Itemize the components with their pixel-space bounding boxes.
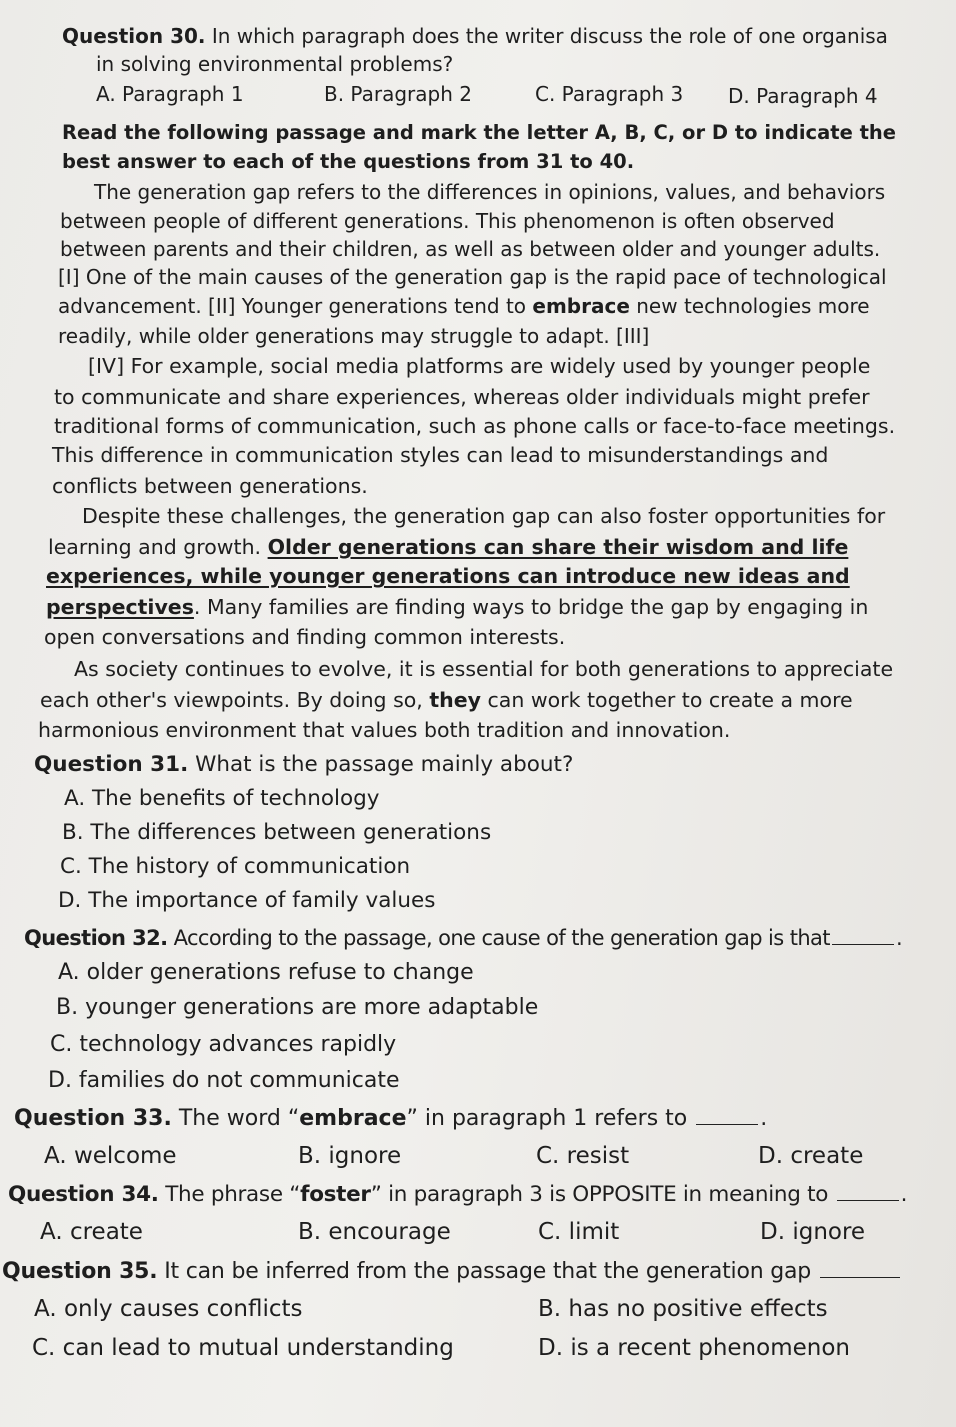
q30-option-c[interactable]: C. Paragraph 3 xyxy=(535,82,684,106)
q31-label: Question 31. xyxy=(34,752,189,777)
q34-text-a: The phrase “ xyxy=(165,1182,301,1207)
q34-blank[interactable] xyxy=(837,1199,899,1201)
q33-text-b: ” in paragraph 1 refers to xyxy=(406,1106,688,1131)
passage-p3-line2-a: learning and growth. xyxy=(48,535,268,559)
q33-option-d[interactable]: D. create xyxy=(758,1143,864,1169)
keyword-embrace: embrace xyxy=(532,294,630,318)
q33-blank[interactable] xyxy=(696,1123,758,1125)
q34-option-d[interactable]: D. ignore xyxy=(760,1219,866,1245)
instructions-line1: Read the following passage and mark the letter A, B, C, or D to indicate the xyxy=(62,121,897,144)
q32-label: Question 32. xyxy=(24,926,168,950)
passage-p4-line1: As society continues to evolve, it is essential for both generations to appreciate xyxy=(74,657,894,681)
underlined-phrase-2: experiences, while younger generations can introduce new ideas and xyxy=(46,564,850,588)
passage-p1-line2: between people of different generations. This phenomenon is often observed xyxy=(60,209,835,233)
q35-label: Question 35. xyxy=(2,1259,158,1284)
q35-option-a[interactable]: A. only causes conflicts xyxy=(34,1296,303,1322)
passage-p2-line3: traditional forms of communication, such as phone calls or face-to-face meetings. xyxy=(54,414,896,438)
passage-p3-line4-b: . Many families are finding ways to bridge the gap by engaging in xyxy=(193,595,869,619)
q32-stem xyxy=(24,923,902,953)
q33-option-c[interactable]: C. resist xyxy=(536,1143,630,1169)
q32-option-d[interactable]: D. families do not communicate xyxy=(48,1068,400,1093)
passage-p2-line4: This difference in communication styles can lead to misunderstandings and xyxy=(52,443,829,467)
passage-p3-line4 xyxy=(46,593,868,621)
q34-option-b[interactable]: B. encourage xyxy=(298,1219,451,1245)
q34-option-c[interactable]: C. limit xyxy=(538,1219,620,1245)
passage-p4-line2 xyxy=(40,686,853,714)
q30-text-1: In which paragraph does the writer discuss the role of one organisa xyxy=(211,24,888,48)
q31-text: What is the passage mainly about? xyxy=(195,752,574,777)
q35-option-c[interactable]: C. can lead to mutual understanding xyxy=(32,1335,454,1361)
q34-option-a[interactable]: A. create xyxy=(40,1219,143,1245)
passage-p4-line3: harmonious environment that values both tradition and innovation. xyxy=(38,718,731,742)
q31-option-a[interactable]: A. The benefits of technology xyxy=(64,786,380,811)
passage-p3-line2 xyxy=(48,533,848,561)
passage-p4-line2-c: can work together to create a more xyxy=(481,688,853,712)
passage-p4-line2-a: each other's viewpoints. By doing so, xyxy=(40,688,430,712)
underlined-phrase-1: Older generations can share their wisdom and life xyxy=(267,535,849,559)
q35-blank[interactable] xyxy=(820,1276,900,1278)
underlined-phrase-3: perspectives xyxy=(46,595,194,619)
passage-p1-line3: between parents and their children, as well as between older and younger adults. xyxy=(60,237,881,261)
q33-end: . xyxy=(760,1106,768,1131)
q30-line1 xyxy=(62,22,888,50)
q30-option-d[interactable]: D. Paragraph 4 xyxy=(728,84,878,108)
q34-end: . xyxy=(900,1182,908,1207)
passage-p1-line5 xyxy=(58,292,870,320)
passage-p2-line1: [IV] For example, social media platforms are widely used by younger people xyxy=(88,354,871,378)
q32-blank[interactable] xyxy=(832,943,894,945)
q34-word: foster xyxy=(300,1182,371,1207)
q32-end: . xyxy=(895,926,903,950)
q31-stem xyxy=(34,750,573,780)
q34-text-b: ” in paragraph 3 is OPPOSITE in meaning to xyxy=(370,1182,829,1207)
q31-option-b[interactable]: B. The differences between generations xyxy=(62,820,492,845)
q35-stem xyxy=(2,1257,902,1287)
q34-stem xyxy=(8,1180,907,1210)
passage-p1-line6: readily, while older generations may struggle to adapt. [III] xyxy=(58,324,650,348)
q34-label: Question 34. xyxy=(8,1182,159,1207)
q33-option-b[interactable]: B. ignore xyxy=(298,1143,402,1169)
passage-p1-line1: The generation gap refers to the differences in opinions, values, and behaviors xyxy=(94,180,886,204)
passage-p3-line5: open conversations and finding common interests. xyxy=(44,625,566,649)
q31-option-d[interactable]: D. The importance of family values xyxy=(58,888,436,913)
q31-option-c[interactable]: C. The history of communication xyxy=(60,854,411,879)
passage-p2-line5: conflicts between generations. xyxy=(52,474,368,498)
q32-text: According to the passage, one cause of the generation gap is that xyxy=(173,926,830,950)
q30-label: Question 30. xyxy=(62,24,206,48)
q35-option-d[interactable]: D. is a recent phenomenon xyxy=(538,1335,850,1361)
q33-option-a[interactable]: A. welcome xyxy=(44,1143,177,1169)
passage-p2-line2: to communicate and share experiences, whereas older individuals might prefer xyxy=(54,385,870,409)
q30-option-b[interactable]: B. Paragraph 2 xyxy=(324,82,472,106)
q32-option-b[interactable]: B. younger generations are more adaptable xyxy=(56,995,539,1020)
q33-text-a: The word “ xyxy=(178,1106,300,1131)
q35-text: It can be inferred from the passage that the generation gap xyxy=(164,1259,812,1284)
passage-p3-line1: Despite these challenges, the generation gap can also foster opportunities for xyxy=(82,504,886,528)
q30-text-2: in solving environmental problems? xyxy=(96,52,454,76)
keyword-they: they xyxy=(429,688,482,712)
passage-p1-line5-c: new technologies more xyxy=(629,294,870,318)
instructions-line2: best answer to each of the questions from 31 to 40. xyxy=(62,150,635,173)
q35-option-b[interactable]: B. has no positive effects xyxy=(538,1296,828,1322)
q33-stem xyxy=(14,1104,767,1134)
passage-p1-line5-a: advancement. [II] Younger generations tend to xyxy=(58,294,533,318)
q33-word: embrace xyxy=(299,1106,407,1131)
q33-label: Question 33. xyxy=(14,1106,172,1131)
passage-p1-line4: [I] One of the main causes of the generation gap is the rapid pace of technological xyxy=(58,265,887,289)
q30-option-a[interactable]: A. Paragraph 1 xyxy=(96,82,244,106)
q32-option-a[interactable]: A. older generations refuse to change xyxy=(58,960,474,985)
q32-option-c[interactable]: C. technology advances rapidly xyxy=(50,1032,397,1057)
